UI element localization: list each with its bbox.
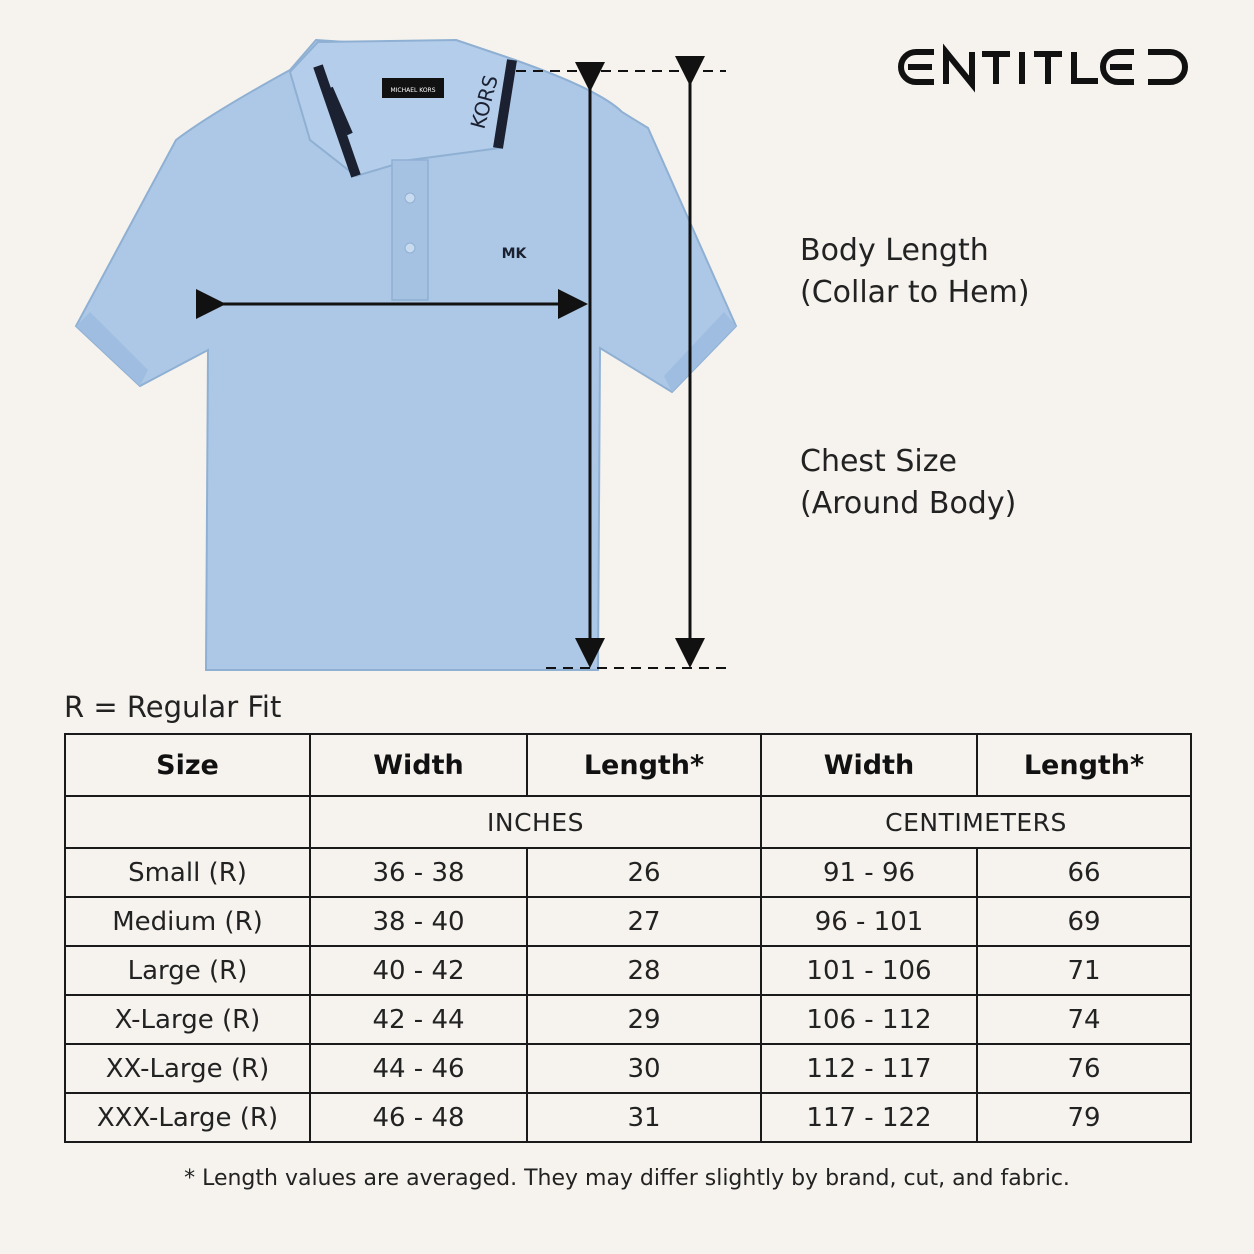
brand-logo [898,40,1198,100]
fit-note: R = Regular Fit [64,690,282,724]
cell-size: Large (R) [65,946,310,995]
header-length-cm: Length* [977,734,1191,796]
cell-width-cm: 91 - 96 [761,848,977,897]
cell-width-cm: 117 - 122 [761,1093,977,1142]
neck-label-text: MICHAEL KORS [390,87,436,94]
cell-size: X-Large (R) [65,995,310,1044]
chest-logo: MK [501,246,527,262]
cell-length-cm: 79 [977,1093,1191,1142]
cell-length-in: 30 [527,1044,761,1093]
cell-length-in: 28 [527,946,761,995]
cell-length-in: 27 [527,897,761,946]
cell-size: Small (R) [65,848,310,897]
chest-size-subtitle: (Around Body) [800,486,1017,521]
cell-length-in: 31 [527,1093,761,1142]
cell-width-in: 46 - 48 [310,1093,527,1142]
units-blank [65,796,310,848]
cell-length-cm: 76 [977,1044,1191,1093]
cell-size: XX-Large (R) [65,1044,310,1093]
button [405,243,415,253]
cell-length-cm: 66 [977,848,1191,897]
cell-width-in: 40 - 42 [310,946,527,995]
body-length-title: Body Length [800,233,989,268]
body-length-subtitle: (Collar to Hem) [800,275,1030,310]
cell-width-cm: 101 - 106 [761,946,977,995]
chest-size-label [800,441,1016,525]
button [405,193,415,203]
brand-name [898,40,899,41]
collar-brand-text: KORS [465,72,503,132]
footnote: * Length values are averaged. They may differ slightly by brand, cut, and fabric. [184,1166,1070,1191]
table-row [65,1044,1191,1093]
header-width-in: Width [310,734,527,796]
cell-length-cm: 69 [977,897,1191,946]
cell-width-cm: 106 - 112 [761,995,977,1044]
cell-width-in: 36 - 38 [310,848,527,897]
cell-length-in: 29 [527,995,761,1044]
header-size: Size [65,734,310,796]
cell-width-in: 44 - 46 [310,1044,527,1093]
shirt-illustration [60,30,760,690]
cell-width-in: 42 - 44 [310,995,527,1044]
cell-length-cm: 71 [977,946,1191,995]
size-chart-table [64,733,1192,1143]
brand-logo-mark [898,40,1198,100]
table-row [65,1093,1191,1142]
units-inches: INCHES [310,796,761,848]
cell-size: Medium (R) [65,897,310,946]
cell-width-cm: 96 - 101 [761,897,977,946]
cell-width-cm: 112 - 117 [761,1044,977,1093]
header-width-cm: Width [761,734,977,796]
table-row [65,946,1191,995]
table-row [65,897,1191,946]
cell-size: XXX-Large (R) [65,1093,310,1142]
chest-size-title: Chest Size [800,444,957,479]
cell-length-cm: 74 [977,995,1191,1044]
cell-width-in: 38 - 40 [310,897,527,946]
table-header-row [65,734,1191,796]
placket [392,160,428,300]
cell-length-in: 26 [527,848,761,897]
units-row [65,796,1191,848]
body-length-label [800,230,1030,314]
table-row [65,848,1191,897]
units-centimeters: CENTIMETERS [761,796,1191,848]
header-length-in: Length* [527,734,761,796]
table-row [65,995,1191,1044]
